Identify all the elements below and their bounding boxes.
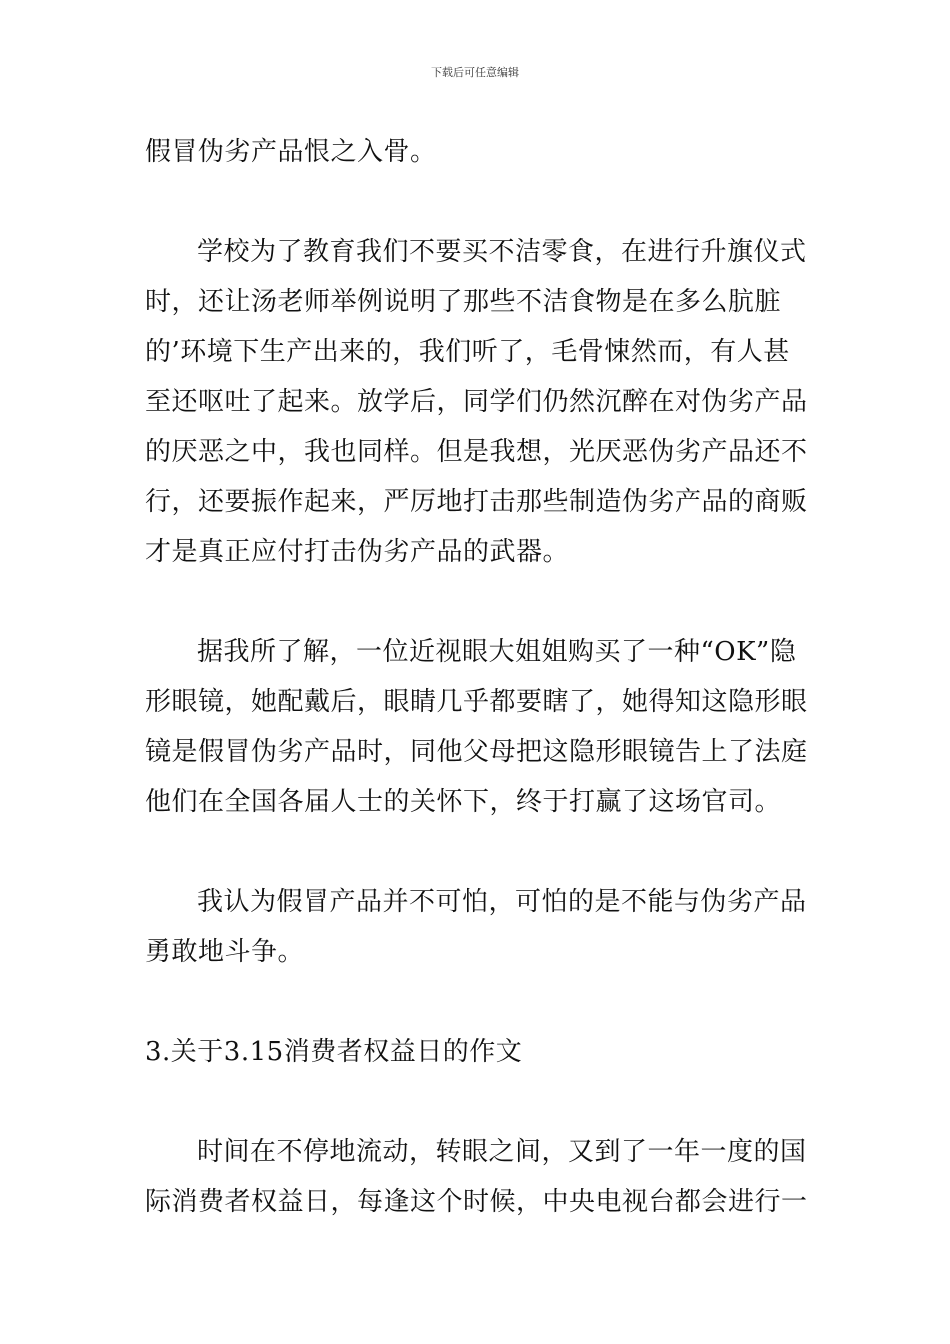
paragraph-spacer	[145, 827, 825, 877]
document-body	[145, 127, 825, 1227]
text-line: 至还呕吐了起来。放学后，同学们仍然沉醉在对伪劣产品	[145, 387, 808, 417]
text-line: 假冒伪劣产品恨之入骨。	[145, 137, 437, 167]
section-heading	[145, 1027, 825, 1077]
paragraph-spacer	[145, 177, 825, 227]
text-line: 我认为假冒产品并不可怕，可怕的是不能与伪劣产品	[197, 887, 807, 917]
text-line: 勇敢地斗争。	[145, 937, 305, 967]
text-line: 的’环境下生产出来的，我们听了，毛骨悚然而，有人甚	[145, 337, 790, 367]
paragraph-spacer	[145, 577, 825, 627]
section-title: 3.关于3.15消费者权益日的作文	[145, 1037, 523, 1067]
paragraph-consumer-day	[145, 1127, 825, 1227]
text-line: 才是真正应付打击伪劣产品的武器。	[145, 537, 570, 567]
page-header-note: 下载后可任意编辑	[431, 66, 519, 79]
paragraph-opinion	[145, 877, 825, 977]
text-line: 时间在不停地流动，转眼之间，又到了一年一度的国	[197, 1137, 807, 1167]
text-line: 行，还要振作起来，严厉地打击那些制造伪劣产品的商贩	[145, 487, 808, 517]
paragraph-spacer	[145, 1077, 825, 1127]
paragraph-school-education	[145, 227, 825, 577]
text-line: 时，还让汤老师举例说明了那些不洁食物是在多么肮脏	[145, 287, 782, 317]
text-line: 他们在全国各届人士的关怀下，终于打赢了这场官司。	[145, 787, 782, 817]
text-line: 的厌恶之中，我也同样。但是我想，光厌恶伪劣产品还不	[145, 437, 808, 467]
paragraph-contact-lens-story	[145, 627, 825, 827]
text-line: 据我所了解，一位近视眼大姐姐购买了一种“OK”隐	[197, 637, 797, 667]
text-line: 形眼镜，她配戴后，眼睛几乎都要瞎了，她得知这隐形眼	[145, 687, 808, 717]
paragraph-spacer	[145, 977, 825, 1027]
text-line: 学校为了教育我们不要买不洁零食，在进行升旗仪式	[197, 237, 807, 267]
paragraph-continuation	[145, 127, 825, 177]
text-line: 际消费者权益日，每逢这个时候，中央电视台都会进行一	[145, 1187, 808, 1217]
text-line: 镜是假冒伪劣产品时，同他父母把这隐形眼镜告上了法庭	[145, 737, 808, 767]
